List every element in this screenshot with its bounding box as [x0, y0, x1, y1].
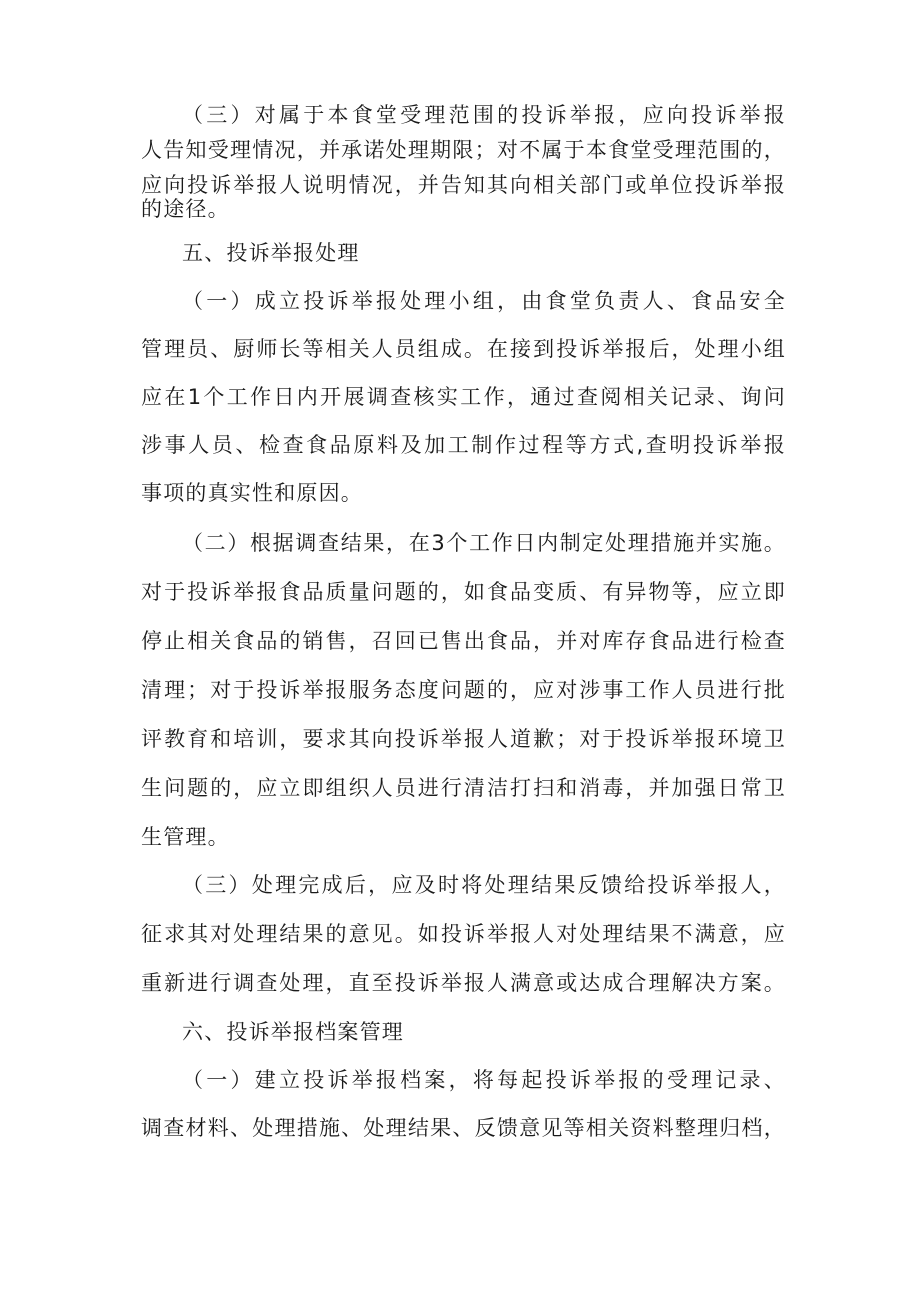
- paragraph-3-line-5: 评教育和培训，要求其向投诉举报人道歉；对于投诉举报环境卫: [141, 727, 786, 751]
- section-heading-6: 六、投诉举报档案管理: [182, 1020, 404, 1044]
- paragraph-2-line-1: （一）成立投诉举报处理小组，由食堂负责人、食品安全: [182, 289, 786, 313]
- paragraph-3-line-2: 对于投诉举报食品质量问题的，如食品变质、有异物等，应立即: [141, 580, 786, 604]
- paragraph-2-line-2: 管理员、厨师长等相关人员组成。在接到投诉举报后，处理小组: [141, 337, 786, 361]
- paragraph-2-line-5: 事项的真实性和原因。: [141, 481, 363, 505]
- paragraph-3-line-6: 生问题的，应立即组织人员进行清洁打扫和消毒，并加强日常卫: [141, 776, 786, 800]
- paragraph-4-line-2: 征求其对处理结果的意见。如投诉举报人对处理结果不满意，应: [141, 922, 786, 946]
- paragraph-2-line-3: 应在1个工作日内开展调查核实工作，通过查阅相关记录、询问: [141, 385, 786, 409]
- paragraph-3-line-7: 生管理。: [141, 825, 230, 849]
- paragraph-2-line-4: 涉事人员、检查食品原料及加工制作过程等方式,查明投诉举报: [141, 433, 786, 457]
- paragraph-3-line-1: （二）根据调查结果，在3个工作日内制定处理措施并实施。: [182, 531, 786, 555]
- paragraph-3-line-3: 停止相关食品的销售，召回已售出食品，并对库存食品进行检查: [141, 629, 786, 653]
- section-heading-5: 五、投诉举报处理: [182, 241, 360, 265]
- paragraph-5-line-1: （一）建立投诉举报档案，将每起投诉举报的受理记录、: [182, 1068, 786, 1092]
- paragraph-1-line-3: 应向投诉举报人说明情况，并告知其向相关部门或单位投诉举报: [141, 173, 786, 197]
- paragraph-1-line-2: 人告知受理情况，并承诺处理期限；对不属于本食堂受理范围的，: [141, 138, 786, 162]
- paragraph-1-line-4: 的途径。: [141, 197, 230, 221]
- paragraph-4-line-1: （三）处理完成后，应及时将处理结果反馈给投诉举报人，: [182, 873, 786, 897]
- paragraph-4-line-3: 重新进行调查处理，直至投诉举报人满意或达成合理解决方案。: [141, 971, 786, 995]
- paragraph-5-line-2: 调查材料、处理措施、处理结果、反馈意见等相关资料整理归档，: [141, 1116, 786, 1140]
- paragraph-3-line-4: 清理；对于投诉举报服务态度问题的，应对涉事工作人员进行批: [141, 678, 786, 702]
- paragraph-1-line-1: （三）对属于本食堂受理范围的投诉举报，应向投诉举报: [182, 103, 786, 127]
